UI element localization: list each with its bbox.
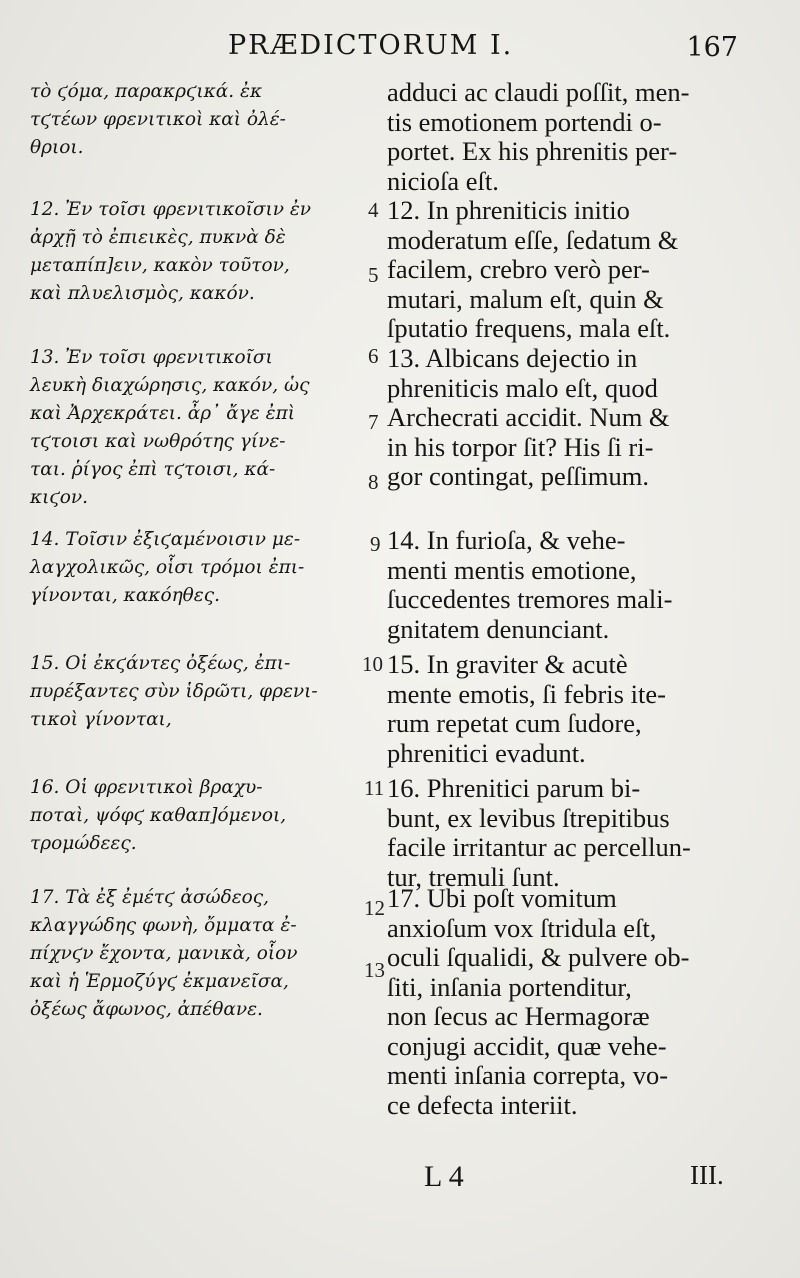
text-line: anxioſum vox ſtridula eſt, — [387, 912, 657, 943]
text-line: mutari, malum eſt, quin & — [387, 283, 664, 314]
text-line: menti mentis emotione, — [387, 554, 637, 585]
running-header — [0, 22, 800, 72]
greek-entry-17 — [30, 884, 298, 1024]
text-line: 17. Τὰ ἐξ ἐμέτϛ ἀσώδεος, — [30, 887, 270, 908]
page-number: 167 — [686, 32, 738, 63]
text-line: facile irritantur ac percellun- — [387, 832, 691, 862]
text-line: γίνονται, κακόηθες. — [30, 585, 220, 606]
latin-entry-17 — [387, 884, 689, 1120]
text-line: ται. ῥίγος ἐπὶ τϛτοισι, κά- — [30, 459, 276, 480]
text-line: 16. Οἱ φρενιτικοὶ βραχυ- — [30, 777, 263, 798]
latin-entry-16 — [387, 774, 691, 892]
margin-number: 9 — [370, 532, 381, 556]
page-title: PRÆDICTORUM I. — [228, 30, 514, 61]
text-line: τϛτέων φρενιτικοὶ καὶ ὀλέ- — [30, 109, 286, 130]
text-line: λαγχολικῶς, οἷσι τρόμοι ἐπι- — [30, 557, 305, 578]
text-line: rum repetat cum ſudore, — [387, 708, 642, 738]
text-line: tur, tremuli ſunt. — [387, 861, 560, 892]
text-line: conjugi accidit, quæ vehe- — [387, 1030, 667, 1061]
catchword: III. — [690, 1160, 724, 1190]
margin-number: 7 — [368, 410, 379, 434]
latin-entry-13 — [387, 344, 670, 492]
latin-entry-15 — [387, 650, 666, 768]
latin-entry-continuation — [387, 78, 689, 196]
latin-entry-14 — [387, 526, 672, 644]
text-line: ποταὶ, ψόφϛ καθαπ]όμενοι, — [30, 805, 287, 826]
text-line: bunt, ex levibus ſtrepitibus — [387, 802, 670, 833]
text-line: πυρέξαντες σὺν ἱδρῶτι, φρενι- — [30, 681, 318, 702]
text-line: moderatum eſſe, ſedatum & — [387, 224, 679, 255]
text-line: adduci ac claudi poſſit, men- — [387, 77, 690, 107]
text-line: λευκὴ διαχώρησις, κακόν, ὡς — [30, 375, 310, 396]
text-line: 14. In furioſa, & vehe- — [387, 525, 626, 555]
text-line: gor contingat, peſſimum. — [387, 461, 650, 491]
signature-mark: L 4 — [424, 1160, 464, 1193]
text-line: ἀρχῇ τὸ ἐπιεικὲς, πυκνὰ δὲ — [30, 227, 286, 248]
text-line: καὶ πλυελισμὸς, κακόν. — [30, 283, 255, 304]
greek-entry-16 — [30, 774, 286, 858]
text-line: 17. Ubi poſt vomitum — [387, 883, 617, 913]
text-line: ſuccedentes tremores mali- — [387, 584, 673, 614]
margin-number: 6 — [368, 344, 379, 368]
margin-number: 13 — [364, 958, 385, 982]
text-line: τικοὶ γίνονται, — [30, 709, 172, 730]
text-line: menti inſania correpta, vo- — [387, 1060, 669, 1090]
text-line: 13. Ἐν τοῖσι φρενιτικοῖσι — [30, 347, 273, 368]
margin-number: 11 — [364, 776, 385, 800]
text-line: ſiti, inſania portenditur, — [387, 971, 632, 1002]
greek-entry-12 — [30, 196, 311, 308]
text-line: in his torpor ſit? His ſi ri- — [387, 431, 654, 462]
text-line: tis emotionem portendi o- — [387, 106, 662, 137]
text-line: 15. Οἱ ἐκϛάντες ὀξέως, ἐπι- — [30, 653, 291, 674]
text-line: 16. Phrenitici parum bi- — [387, 773, 641, 803]
greek-entry-14 — [30, 526, 304, 610]
text-line: facilem, crebro verò per- — [387, 254, 650, 284]
text-line: oculi ſqualidi, & pulvere ob- — [387, 942, 690, 972]
text-line: Archecrati accidit. Num & — [387, 402, 670, 432]
text-line: θριοι. — [30, 137, 84, 158]
latin-entry-12 — [387, 196, 678, 344]
text-line: κιϛον. — [30, 487, 89, 508]
margin-number: 10 — [362, 652, 383, 676]
margin-number: 8 — [368, 470, 379, 494]
margin-number: 5 — [368, 263, 379, 287]
text-line: καὶ ἡ Ἑρμοζύγϛ ἐκμανεῖσα, — [30, 971, 289, 992]
text-line: κλαγγώδης φωνὴ, ὄμματα ἐ- — [30, 915, 297, 936]
text-line: 13. Albicans dejectio in — [387, 343, 638, 373]
text-line: 15. In graviter & acutè — [387, 649, 628, 679]
greek-entry-continuation — [30, 78, 286, 162]
text-line: τρομώδεες. — [30, 833, 137, 854]
text-line: phreniticis malo eſt, quod — [387, 372, 658, 403]
text-line: 14. Τοῖσιν ἐξιϛαμένοισιν με- — [30, 529, 301, 550]
greek-entry-15 — [30, 650, 318, 734]
greek-entry-13 — [30, 344, 310, 512]
text-line: mente emotis, ſi febris ite- — [387, 678, 666, 709]
text-line: μεταπίπ]ειν, κακὸν τοῦτον, — [30, 255, 290, 276]
text-line: 12. In phreniticis initio — [387, 195, 630, 225]
text-line: πίχνϛν ἔχοντα, μανικὰ, οἷον — [30, 943, 298, 964]
text-line: καὶ Ἀρχεκράτει. ἆρ᾽ ἄγε ἐπὶ — [30, 403, 296, 424]
text-line: phrenitici evadunt. — [387, 737, 586, 768]
text-line: ce defecta interiit. — [387, 1089, 578, 1120]
text-line: ὀξέως ἄφωνος, ἀπέθανε. — [30, 999, 263, 1020]
text-line: portet. Ex his phrenitis per- — [387, 136, 678, 166]
text-line: 12. Ἐν τοῖσι φρενιτικοῖσιν ἐν — [30, 199, 312, 220]
text-line: ſputatio frequens, mala eſt. — [387, 313, 671, 343]
margin-number: 4 — [368, 198, 379, 222]
text-line: τὸ ϛόμα, παρακρϛικά. ἐκ — [30, 81, 263, 102]
text-line: non ſecus ac Hermagoræ — [387, 1001, 650, 1031]
text-line: nicioſa eſt. — [387, 165, 499, 196]
margin-number: 12 — [364, 896, 385, 920]
text-line: τϛτοισι καὶ νωθρότης γίνε- — [30, 431, 286, 452]
text-line: gnitatem denunciant. — [387, 613, 610, 644]
